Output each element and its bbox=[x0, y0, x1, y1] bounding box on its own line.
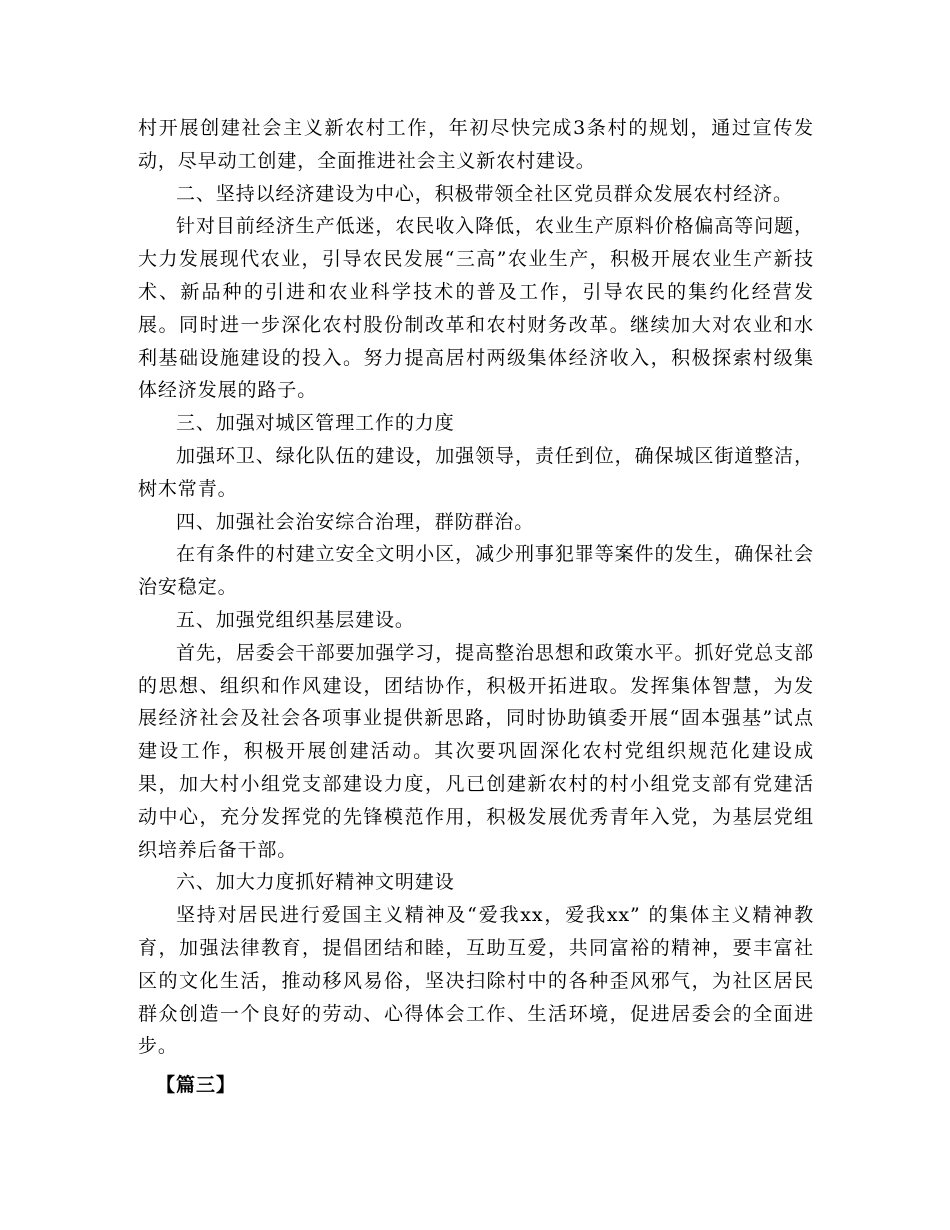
paragraph-party-building: 首先，居委会干部要加强学习，提高整治思想和政策水平。抓好党总支部的思想、组织和作风建设，团结协作，积极开拓进取。发挥集体智慧，为发展经济社会及社会各项事业提供新思路，同时协助镇委开展“固本强基”试点建设工作，积极开展创建活动。其次要巩固深化农村党组织规范化建设成果，加大村小组党支部建设力度，凡已创建新农村的村小组党支部有党建活动中心，充分发挥党的先锋模范作用，积极发展优秀青年入党，为基层党组织培养后备干部。 bbox=[138, 641, 814, 861]
paragraph-continuation: 村开展创建社会主义新农村工作，年初尽快完成3条村的规划，通过宣传发动，尽早动工创建，全面推进社会主义新农村建设。 bbox=[138, 117, 814, 172]
heading-public-security: 四、加强社会治安综合治理，群防群治。 bbox=[176, 510, 535, 533]
section-marker: 【篇三】 bbox=[156, 1074, 237, 1097]
heading-party-organization: 五、加强党组织基层建设。 bbox=[176, 608, 415, 631]
heading-urban-management: 三、加强对城区管理工作的力度 bbox=[176, 412, 455, 435]
paragraph-sanitation-greening: 加强环卫、绿化队伍的建设，加强领导，责任到位，确保城区街道整洁，树木常青。 bbox=[138, 444, 814, 500]
heading-spiritual-civilization: 六、加大力度抓好精神文明建设 bbox=[176, 871, 455, 894]
paragraph-safe-community: 在有条件的村建立安全文明小区，减少刑事犯罪等案件的发生，确保社会治安稳定。 bbox=[138, 543, 814, 599]
document-body bbox=[138, 112, 814, 1102]
paragraph-modern-agriculture: 针对目前经济生产低迷，农民收入降低，农业生产原料价格偏高等问题，大力发展现代农业，引导农民发展“三高”农业生产，积极开展农业生产新技术、新品种的引进和农业科学技术的普及工作，引导农民的集约化经营发展。同时进一步深化农村股份制改革和农村财务改革。继续加大对农业和水利基础设施建设的投入。努力提高居村两级集体经济收入，积极探索村级集体经济发展的路子。 bbox=[138, 215, 814, 402]
heading-economic-development: 二、坚持以经济建设为中心，积极带领全社区党员群众发展农村经济。 bbox=[176, 182, 793, 205]
paragraph-patriotic-education: 坚持对居民进行爱国主义精神及“爱我xx，爱我xx” 的集体主义精神教育，加强法律教育，提倡团结和睦，互助互爱，共同富裕的精神，要丰富社区的文化生活，推动移风易俗，坚决扫除村中的各种歪风邪气，为社区居民群众创造一个良好的劳动、心得体会工作、生活环境，促进居委会的全面进步。 bbox=[138, 904, 814, 1058]
